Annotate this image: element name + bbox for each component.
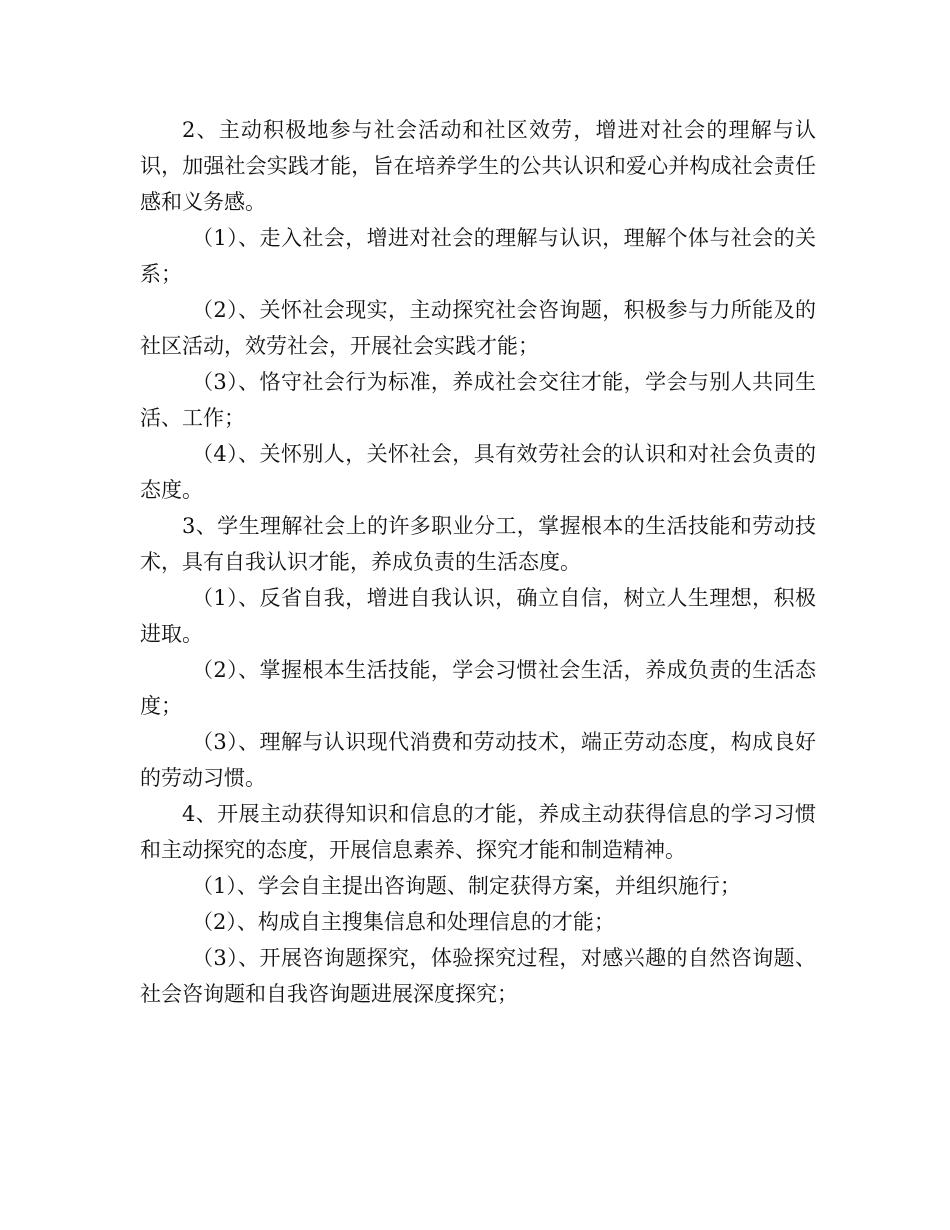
paragraph-subitem-3-2: （2）、掌握根本生活技能，学会习惯社会生活，养成负责的生活态度； (140, 658, 816, 718)
document-body (140, 112, 816, 1012)
paragraph-item-2: 2、主动积极地参与社会活动和社区效劳，增进对社会的理解与认识，加强社会实践才能，旨在培养学生的公共认识和爱心并构成社会责任感和义务感。 (140, 118, 816, 214)
paragraph-subitem-4-1: （1）、学会自主提出咨询题、制定获得方案，并组织施行； (192, 874, 741, 898)
paragraph-item-4: 4、开展主动获得知识和信息的才能，养成主动获得信息的学习习惯和主动探究的态度，开展信息素养、探究才能和制造精神。 (140, 802, 816, 862)
paragraph-subitem-4-2: （2）、构成自主搜集信息和处理信息的才能； (192, 910, 615, 934)
paragraph-subitem-3-3: （3）、理解与认识现代消费和劳动技术，端正劳动态度，构成良好的劳动习惯。 (140, 730, 816, 790)
paragraph-item-3: 3、学生理解社会上的许多职业分工，掌握根本的生活技能和劳动技术，具有自我认识才能，养成负责的生活态度。 (140, 514, 816, 574)
paragraph-subitem-2-2: （2）、关怀社会现实，主动探究社会咨询题，积极参与力所能及的社区活动，效劳社会，开展社会实践才能； (140, 298, 816, 358)
paragraph-subitem-4-3: （3）、开展咨询题探究，体验探究过程，对感兴趣的自然咨询题、社会咨询题和自我咨询题进展深度探究； (140, 946, 816, 1006)
paragraph-subitem-2-3: （3）、恪守社会行为标准，养成社会交往才能，学会与别人共同生活、工作； (140, 370, 816, 430)
paragraph-subitem-2-1: （1）、走入社会，增进对社会的理解与认识，理解个体与社会的关系； (140, 226, 816, 286)
paragraph-subitem-3-1: （1）、反省自我，增进自我认识，确立自信，树立人生理想，积极进取。 (140, 586, 816, 646)
paragraph-subitem-2-4: （4）、关怀别人，关怀社会，具有效劳社会的认识和对社会负责的态度。 (140, 442, 816, 502)
